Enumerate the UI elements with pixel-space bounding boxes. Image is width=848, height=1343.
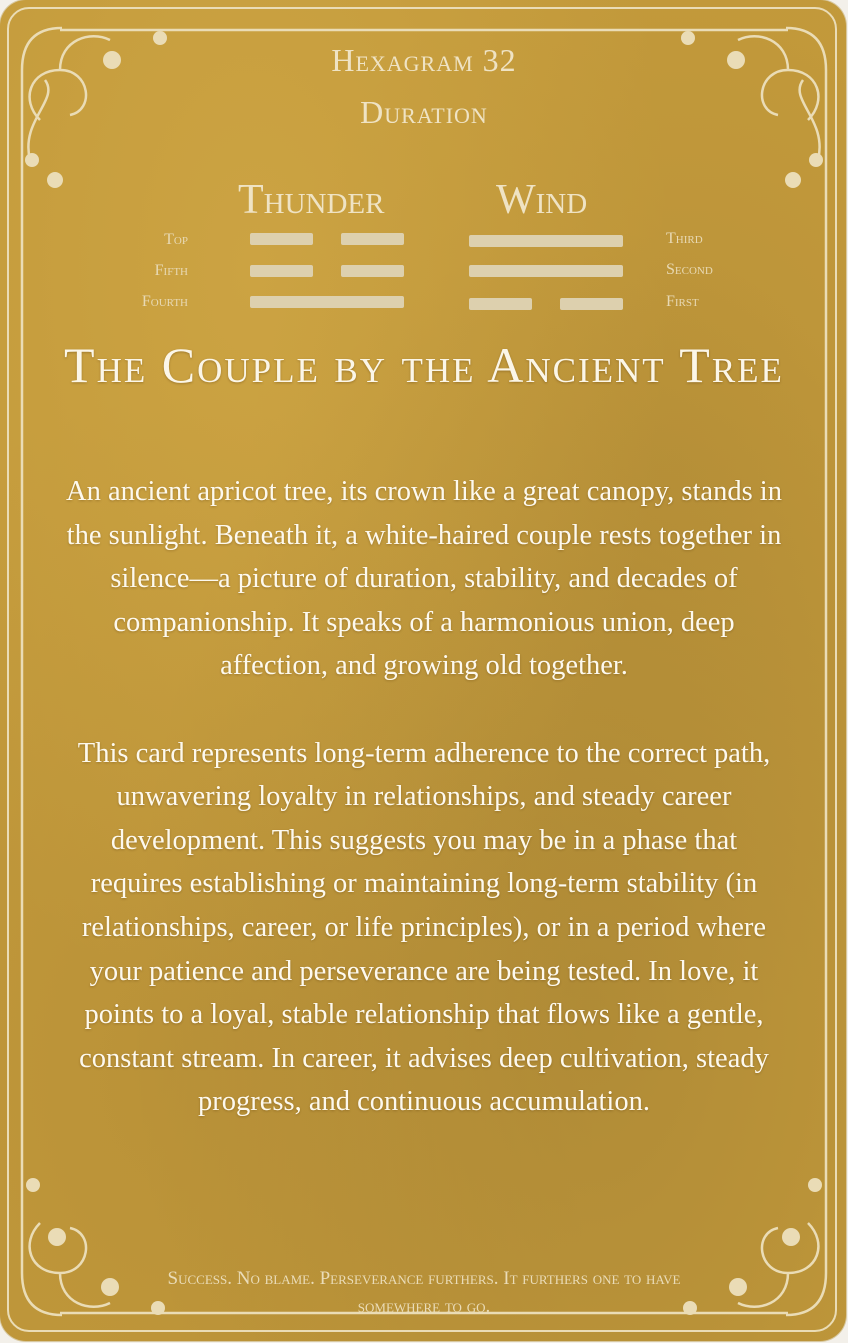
- solid-line-third: [469, 235, 623, 247]
- line-label-second: Second: [666, 261, 713, 278]
- card-title: The Couple by the Ancient Tree: [64, 337, 784, 393]
- broken-line-top: [250, 233, 313, 245]
- judgment-text: Success. No blame. Perseverance furthers. It furthers one to have somewhere to go.: [167, 1268, 681, 1317]
- line-label-third: Third: [666, 230, 703, 247]
- line-label-fourth: Fourth: [141, 293, 188, 310]
- description-paragraph: An ancient apricot tree, its crown like a great canopy, stands in the sunlight. Beneath it, a white-haired couple rests together in silence—a picture of duration, stability, and decades of companionship. It speaks of a harmonious union, deep affection, and growing old together.: [66, 476, 782, 682]
- upper-trigram-name: Thunder: [238, 177, 385, 223]
- card-description: [62, 470, 786, 1168]
- solid-line-second: [469, 265, 623, 277]
- description-paragraph: This card represents long-term adherence to the correct path, unwavering loyalty in relationships, and steady career development. This suggests you may be in a phase that requires establishing or maintaining long-term stability (in relationships, career, or life principles), or in a period where your patience and perseverance are being tested. In love, it points to a loyal, stable relationship that flows like a gentle, constant stream. In career, it advises deep cultivation, steady progress, and continuous accumulation.: [77, 737, 771, 1118]
- solid-line-fourth: [250, 296, 404, 308]
- hexagram-name: Duration: [360, 94, 488, 130]
- line-label-top: Top: [164, 231, 188, 248]
- broken-line-fifth: [341, 265, 404, 277]
- line-label-fifth: Fifth: [154, 262, 188, 279]
- broken-line-top: [341, 233, 404, 245]
- broken-line-first: [469, 298, 532, 310]
- broken-line-fifth: [250, 265, 313, 277]
- broken-line-first: [560, 298, 623, 310]
- line-label-first: First: [666, 293, 699, 310]
- hexagram-number: Hexagram 32: [331, 42, 517, 78]
- lower-trigram-name: Wind: [496, 177, 588, 223]
